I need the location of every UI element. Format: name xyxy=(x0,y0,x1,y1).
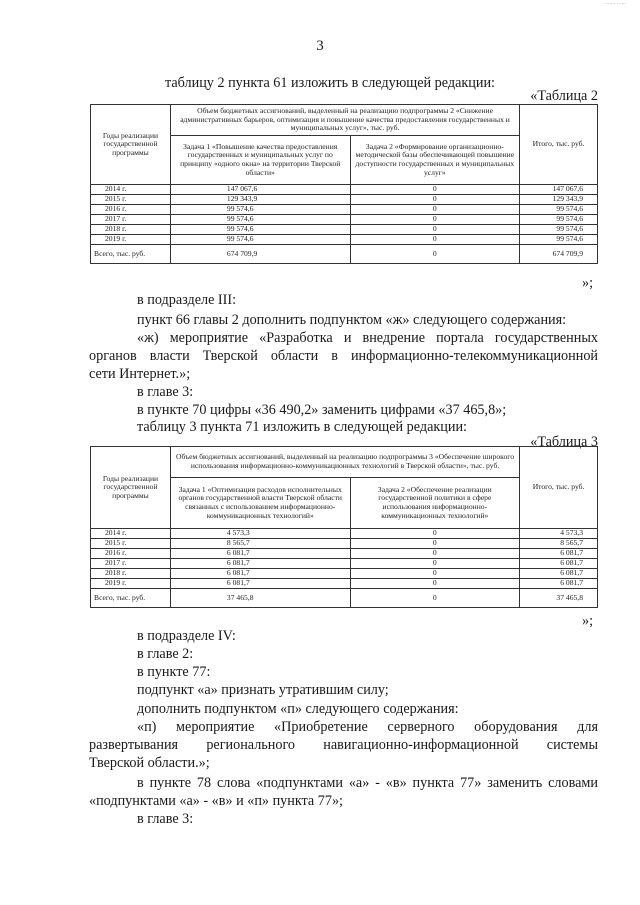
table-row: 2014 г. 147 067,6 0 147 067,6 xyxy=(91,185,598,195)
text-line: в пункте 77: xyxy=(137,664,211,680)
header-mark: ....... .. ... xyxy=(605,0,626,6)
closing-quote: »; xyxy=(582,613,594,629)
text-line: «п) мероприятие «Приобретение серверного оборудования для xyxy=(137,719,598,735)
table-row: 2014 г. 4 573,3 0 4 573,3 xyxy=(91,529,598,539)
text-line: в главе 3: xyxy=(137,811,194,827)
text-line: сети Интернет.»; xyxy=(89,366,191,382)
task-1-header: Задача 1 «Повышение качества предоставления государственных и муниципальных услуг по принципу «одного окна» на территории Тверской области» xyxy=(170,136,350,185)
text-line: таблицу 2 пункта 61 изложить в следующей редакции: xyxy=(165,75,495,91)
table-row: 2017 г. 6 081,7 0 6 081,7 xyxy=(91,559,598,569)
table-3 xyxy=(90,446,598,608)
text-line: дополнить подпунктом «п» следующего содержания: xyxy=(137,701,459,717)
table-caption: «Таблица 2 xyxy=(530,88,598,104)
task-1-header: Задача 1 «Оптимизация расходов исполнительных органов государственной власти Тверской области связанных с использованием информационно-коммуникационных технологий» xyxy=(170,478,350,529)
table-2 xyxy=(90,104,598,264)
col-year-header: Годы реализации государственной программы xyxy=(91,105,171,185)
table-row: 2017 г. 99 574,6 0 99 574,6 xyxy=(91,215,598,225)
col-total-header: Итого, тыс. руб. xyxy=(520,447,598,529)
table-row: 2016 г. 6 081,7 0 6 081,7 xyxy=(91,549,598,559)
text-line: в подразделе III: xyxy=(137,292,237,308)
text-line: в подразделе IV: xyxy=(137,628,236,644)
col-group-header: Объем бюджетных ассигнований, выделенный на реализацию подпрограммы 3 «Обеспечение широкого использования информационно-коммуникационных технологий в Тверской области», тыс. руб. xyxy=(170,447,519,478)
text-line: развертывания регионального навигационно-информационной системы xyxy=(89,737,598,753)
page-number: 3 xyxy=(316,38,324,54)
task-2-header: Задача 2 «Формирование организационно-методической базы обеспечивающей повышение доступности государственных и муниципальных услуг» xyxy=(350,136,520,185)
table-row: 2018 г. 6 081,7 0 6 081,7 xyxy=(91,569,598,579)
text-line: «подпунктами «а» - «в» и «п» пункта 77»; xyxy=(89,793,343,809)
table-row: 2019 г. 6 081,7 0 6 081,7 xyxy=(91,579,598,589)
text-line: подпункт «а» признать утратившим силу; xyxy=(137,682,389,698)
col-group-header: Объем бюджетных ассигнований, выделенный на реализацию подпрограммы 2 «Снижение административных барьеров, оптимизация и повышение качества предоставления государственных и муниципальных услуг», тыс. руб. xyxy=(170,105,519,136)
table-row: 2018 г. 99 574,6 0 99 574,6 xyxy=(91,225,598,235)
text-line: органов власти Тверской области в информационно-телекоммуникационной xyxy=(89,348,598,364)
table-caption: «Таблица 3 xyxy=(530,434,598,450)
task-2-header: Задача 2 «Обеспечение реализации государственной политики в сфере использования информационно-коммуникационных технологий» xyxy=(350,478,520,529)
table-total-row: Всего, тыс. руб. 674 709,9 0 674 709,9 xyxy=(91,245,598,264)
table-row: 2015 г. 8 565,7 0 8 565,7 xyxy=(91,539,598,549)
table-row: 2019 г. 99 574,6 0 99 574,6 xyxy=(91,235,598,245)
text-line: Тверской области.»; xyxy=(89,755,210,771)
col-total-header: Итого, тыс. руб. xyxy=(520,105,598,185)
text-line: «ж) мероприятие «Разработка и внедрение портала государственных xyxy=(137,330,598,346)
table-row: 2015 г. 129 343,9 0 129 343,9 xyxy=(91,195,598,205)
col-year-header: Годы реализации государственной программы xyxy=(91,447,171,529)
closing-quote: »; xyxy=(582,275,594,291)
text-line: пункт 66 главы 2 дополнить подпунктом «ж» следующего содержания: xyxy=(137,312,567,328)
text-line: в главе 3: xyxy=(137,384,194,400)
text-line: таблицу 3 пункта 71 изложить в следующей редакции: xyxy=(137,419,467,435)
text-line: в пункте 78 слова «подпунктами «а» - «в» пункта 77» заменить словами xyxy=(137,775,598,791)
table-row: 2016 г. 99 574,6 0 99 574,6 xyxy=(91,205,598,215)
table-total-row: Всего, тыс. руб. 37 465,8 0 37 465,8 xyxy=(91,589,598,608)
text-line: в пункте 70 цифры «36 490,2» заменить цифрами «37 465,8»; xyxy=(137,402,507,418)
text-line: в главе 2: xyxy=(137,646,194,662)
